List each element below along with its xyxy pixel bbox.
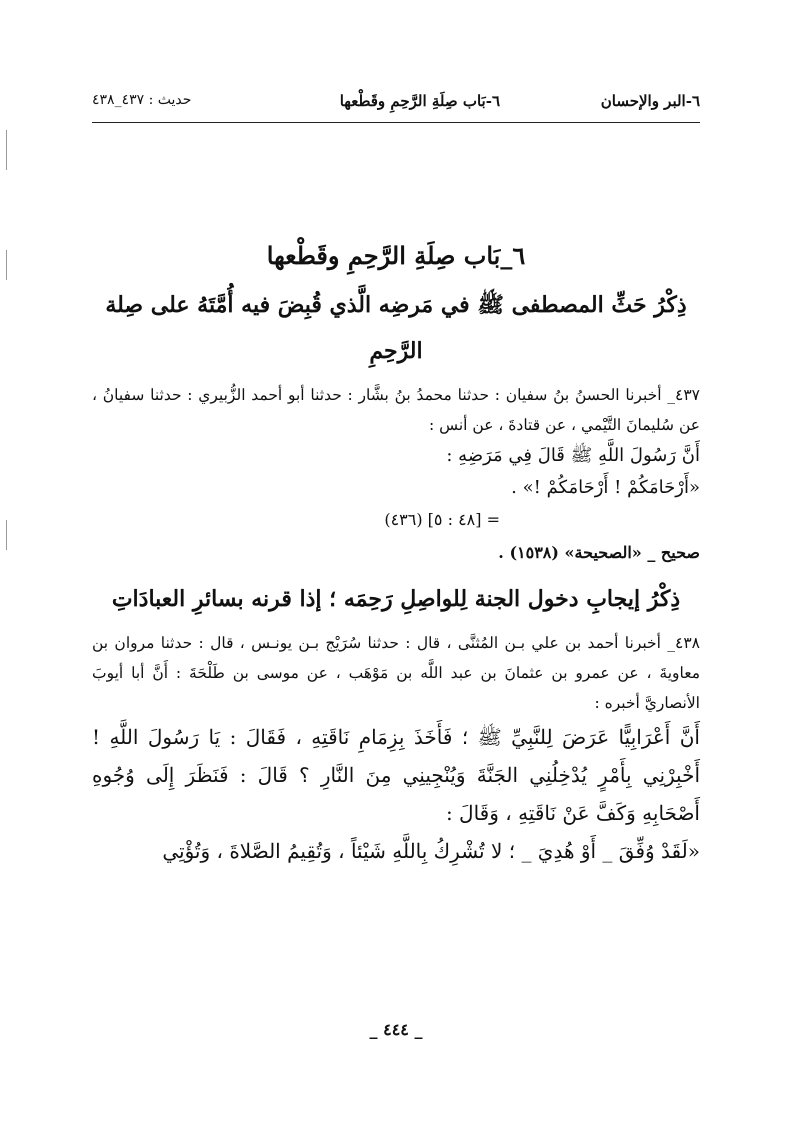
section-title: ذِكْرُ إيجابِ دخول الجنة لِلواصِلِ رَحِمَه ؛ إذا قرنه بسائرِ العبادَاتِ [111, 586, 681, 612]
chapter-title: ٦_بَاب صِلَةِ الرَّحِمِ وقَطْعها [266, 241, 526, 270]
header-divider [92, 122, 700, 123]
header-book-section: ٦-البر والإحسان [600, 92, 700, 110]
hadith-matn: «لَقَدْ وُفِّقَ _ أَوْ هُدِيَ _ ؛ لا تُشْرِكُ بِاللَّهِ شَيْئاً ، وَتُقِيمُ الصَّلاةَ ، وَتُؤْتِي [162, 839, 700, 863]
running-header [92, 92, 700, 120]
page-content [92, 238, 700, 870]
margin-mark [6, 130, 7, 170]
header-chapter-label: ٦-بَاب صِلَةِ الرَّحِمِ وقَطْعها [339, 92, 500, 110]
hadith-isnad: ٤٣٧_ أخبرنا الحسنُ بنُ سفيان : حدثنا محمدُ بنُ بشَّار : حدثنا أبو أحمد الزُّبيري : حدثنا سفيانُ ، عن سُليمانَ التَّيْمي ، عن قتادةَ ، عن أنس : [92, 386, 700, 434]
margin-mark [6, 520, 7, 550]
hadith-matn: أَنَّ رَسُولَ اللَّهِ ﷺ قَالَ فِي مَرَضِهِ : [446, 445, 700, 466]
section-title: ذِكْرُ حَثِّ المصطفى ﷺ في مَرضِه الَّذي قُبِضَ فيه أُمَّتَهُ على صِلة الرَّحِمِ [105, 292, 687, 364]
hadith-grade: صحيح _ «الصحيحة» (١٥٣٨) . [498, 543, 700, 562]
margin-mark [6, 250, 7, 280]
header-hadith-range: حديث : ٤٣٧_٤٣٨ [92, 92, 192, 108]
page-number: _ ٤٤٤ _ [369, 1020, 423, 1039]
hadith-isnad: ٤٣٨_ أخبرنا أحمد بن علي بـن المُثنَّى ، قال : حدثنا سُرَيْج بـن يونـس ، قال : حدثنا مروان بن معاويةَ ، عن عمرو بن عثمانَ بن عبد اللَّه بن مَوْهَب ، عن موسى بن طَلْحَةَ : أَنَّ أبا أيوبَ الأنصاريَّ أخبره : [92, 634, 700, 712]
hadith-matn: أَنَّ أَعْرَابِيًّا عَرَضَ لِلنَّبِيِّ ﷺ ؛ فَأَخَذَ بِزِمَامِ نَاقَتِهِ ، فَقَالَ : يَا رَسُولَ اللَّهِ ! أَخْبِرْنِي بِأَمْرٍ يُدْخِلُنِي الجَنَّةَ وَيُنْجِينِي مِنَ النَّارِ ؟ قَالَ : فَنَظَرَ إِلَى وُجُوهِ أَصْحَابِهِ وَكَفَّ عَنْ نَاقَتِهِ ، وَقَالَ : [92, 725, 700, 825]
hadith-matn: «أَرْحَامَكُمْ ! أَرْحَامَكُمْ !» . [511, 477, 700, 498]
hadith-reference: = [٤٨ : ٥] (٤٣٦) [384, 510, 500, 529]
